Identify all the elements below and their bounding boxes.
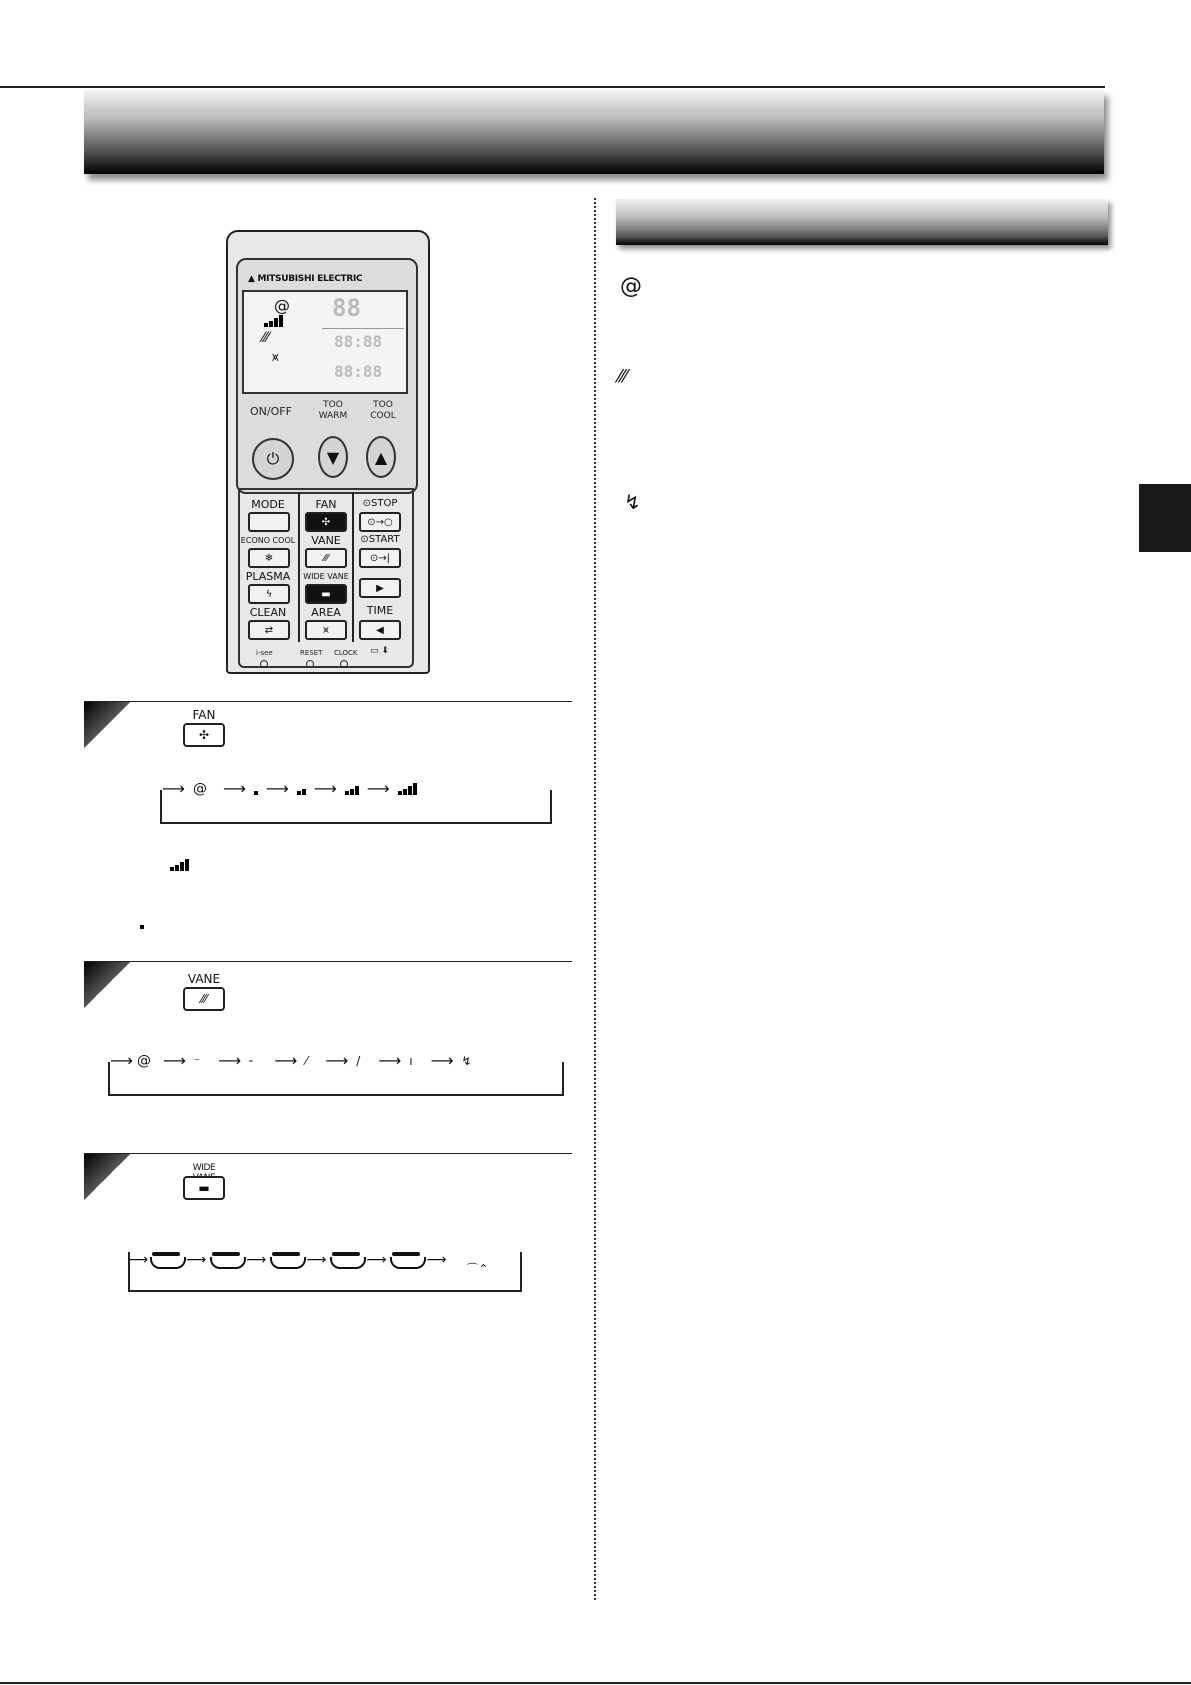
fan-min-level-icon (140, 914, 144, 933)
fan-level-3-icon (345, 783, 359, 795)
econo-cool-button[interactable]: ❄ (248, 548, 290, 568)
key-divider-1 (298, 492, 300, 642)
vane-position-4-icon: / (356, 1053, 361, 1068)
step-vane-button-icon: ⁄⁄⁄ (183, 987, 225, 1011)
vane-position-5-icon: ı (409, 1053, 413, 1068)
step-wide-vane-button-label: WIDE (192, 1163, 216, 1173)
mode-button[interactable] (248, 512, 290, 532)
step-wide-vane-marker (84, 1154, 130, 1200)
fan-button[interactable]: ✣ (305, 512, 347, 532)
econo-cool-label: ECONO COOL (240, 536, 296, 545)
wide-vane-position-1-icon (148, 1252, 184, 1268)
swirl-icon: @ (136, 1052, 151, 1069)
time-label: TIME (366, 604, 394, 617)
vane-position-3-icon: ⁄ (305, 1053, 308, 1068)
fan-level-1-icon (254, 783, 258, 795)
lcd-display (242, 290, 408, 394)
too-warm-label: TOO WARM (318, 400, 348, 421)
swirl-icon: @ (620, 274, 642, 299)
wide-vane-position-2-icon (208, 1252, 244, 1268)
vane-icon: ⁄⁄⁄ (262, 330, 270, 346)
plasma-label: PLASMA (245, 570, 291, 583)
swirl-icon: @ (192, 780, 207, 797)
clean-button[interactable]: ⇄ (248, 620, 290, 640)
i-see-label: i-see (256, 649, 273, 657)
lcd-timer-1: 88:88 (334, 332, 383, 351)
step-fan-button-icon: ✣ (183, 723, 225, 747)
vane-position-1-icon: ⁻ (193, 1053, 201, 1068)
fan-label: FAN (315, 498, 337, 511)
step-fan-marker (84, 702, 130, 748)
wide-vane-position-5-icon (388, 1252, 424, 1268)
vane-position-2-icon: ╴ (249, 1053, 257, 1068)
subsection-header-bar (616, 199, 1108, 245)
step-vane-rule (84, 961, 572, 962)
mode-label: MODE (251, 498, 285, 511)
fan-sequence: ⟶ @ ⟶ ⟶ ⟶ ⟶ (162, 779, 417, 798)
timer-stop-button[interactable]: ⊙→○ (359, 512, 401, 532)
remote-upper-panel (236, 258, 418, 494)
wide-vane-position-3-icon (268, 1252, 304, 1268)
step-vane-marker (84, 962, 130, 1008)
key-divider-2 (352, 492, 354, 642)
fan-max-level-icon (170, 856, 189, 875)
reset-label: RESET (300, 649, 323, 657)
start-label: ⊙START (360, 534, 400, 545)
swing-icon: ↯ (461, 1053, 472, 1068)
time-forward-button[interactable]: ▶ (359, 578, 401, 598)
wide-vane-label: WIDE VANE (303, 572, 349, 581)
step-fan-button-label: FAN (192, 708, 216, 722)
swirl-icon: @ (274, 296, 290, 315)
brand-logo: ▲ MITSUBISHI ELECTRIC (248, 274, 363, 284)
clock-pinhole[interactable] (340, 660, 348, 668)
wide-vane-sequence: ⟶ ⟶ ⟶ ⟶ ⟶ ⟶ ⌒⌃ (128, 1251, 489, 1276)
fan-level-4-icon (398, 783, 417, 795)
too-cool-label: TOO COOL (370, 400, 396, 421)
wide-vane-button[interactable]: ▬ (305, 584, 347, 604)
too-cool-button[interactable]: ▲ (366, 436, 396, 478)
step-fan-rule (84, 701, 572, 702)
step-wide-vane-rule (84, 1153, 572, 1154)
chapter-tab (1139, 484, 1191, 552)
battery-icon: ▭ ⬇ (370, 646, 389, 656)
stop-label: ⊙STOP (362, 498, 398, 509)
clock-label: CLOCK (334, 649, 358, 657)
bottom-rule (0, 1682, 1191, 1684)
swing-icon: ↯ (624, 490, 641, 514)
lcd-divider (322, 328, 404, 329)
i-see-pinhole[interactable] (260, 660, 268, 668)
wide-vane-swing-icon: ⌒⌃ (466, 1262, 489, 1276)
lcd-timer-2: 88:88 (334, 362, 383, 381)
vane-icon: ⁄⁄⁄ (618, 366, 628, 387)
top-rule (0, 86, 1105, 88)
on-off-button[interactable]: ⏻ (252, 438, 294, 480)
remote-control-illustration (226, 230, 426, 670)
section-header-bar (84, 90, 1104, 174)
column-divider (594, 198, 596, 1600)
step-vane-button-label: VANE (187, 972, 221, 986)
clean-label: CLEAN (249, 606, 287, 619)
fan-level-icon (264, 312, 283, 331)
vane-button[interactable]: ⁄⁄⁄ (305, 548, 347, 568)
step-wide-vane-button-icon: ▬ (183, 1176, 225, 1200)
time-back-button[interactable]: ◀ (359, 620, 401, 640)
wide-vane-icon: ⩙ (272, 350, 279, 364)
wide-vane-position-4-icon (328, 1252, 364, 1268)
on-off-label: ON/OFF (250, 405, 292, 418)
plasma-button[interactable]: ϟ (248, 584, 290, 604)
area-button[interactable]: ⩙ (305, 620, 347, 640)
vane-label: VANE (311, 534, 341, 547)
lcd-temperature: 88 (332, 294, 361, 322)
reset-pinhole[interactable] (306, 660, 314, 668)
vane-sequence: ⟶ @ ⟶ ⁻ ⟶ ╴ ⟶ ⁄ ⟶ / ⟶ ı ⟶ ↯ (110, 1051, 472, 1070)
timer-start-button[interactable]: ⊙→| (359, 548, 401, 568)
area-label: AREA (311, 606, 341, 619)
fan-level-2-icon (297, 783, 306, 795)
too-warm-button[interactable]: ▼ (318, 436, 348, 478)
